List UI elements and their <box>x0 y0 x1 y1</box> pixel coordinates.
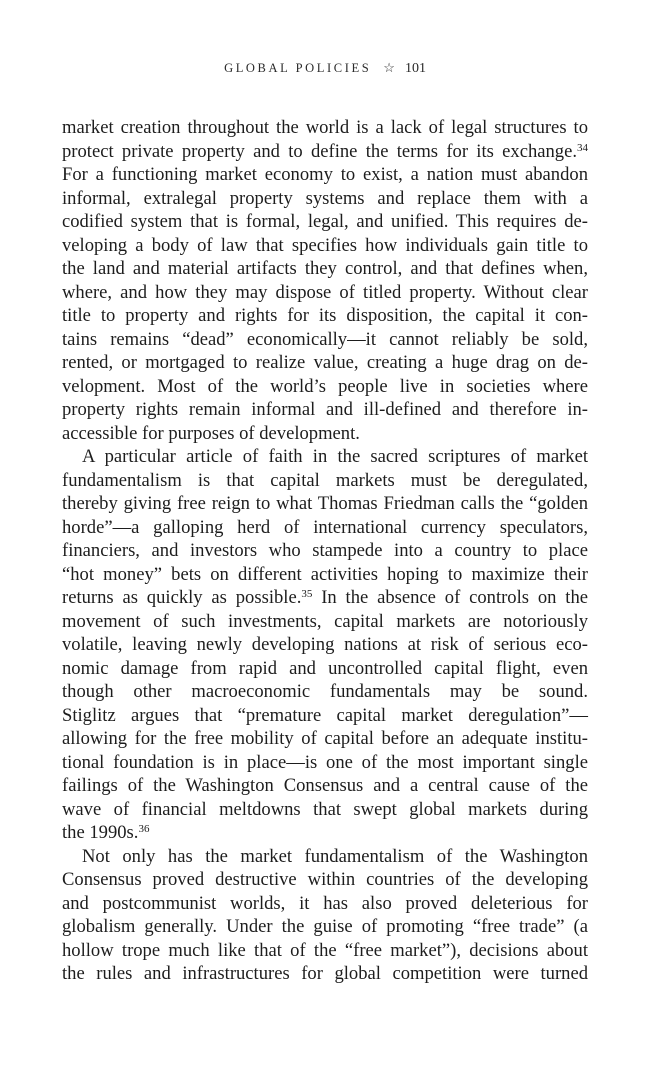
text-line <box>62 210 588 234</box>
line-text: velopment. Most of the world’s people live in societies where <box>62 375 588 397</box>
text-line <box>62 821 588 845</box>
page-number: 101 <box>404 61 426 76</box>
line-text: fundamentalism is that capital markets must be deregulated, <box>62 469 588 491</box>
text-line <box>62 680 588 704</box>
text-line <box>62 892 588 916</box>
line-text: tains remains “dead” economically—it cannot reliably be sold, <box>62 328 588 350</box>
text-line <box>62 304 588 328</box>
text-line <box>62 163 588 187</box>
line-text: tional foundation is in place—is one of the most important single <box>62 751 588 773</box>
text-line <box>62 586 588 610</box>
text-line <box>62 563 588 587</box>
line-text: movement of such investments, capital markets are notoriously <box>62 610 588 632</box>
text-line <box>62 751 588 775</box>
line-text: thereby giving free reign to what Thomas Friedman calls the “golden <box>62 493 588 514</box>
text-line <box>62 727 588 751</box>
footnote-marker[interactable]: 35 <box>301 587 313 600</box>
line-text: property rights remain informal and ill-defined and therefore in- <box>62 399 588 420</box>
text-line <box>62 351 588 375</box>
text-line <box>62 281 588 305</box>
line-text: Stiglitz argues that “premature capital market deregulation”— <box>62 704 588 726</box>
text-line <box>62 234 588 258</box>
line-text: title to property and rights for its disposition, the capital it con- <box>62 305 588 326</box>
text-line <box>62 845 588 869</box>
line-text: codified system that is formal, legal, and unified. This requires de- <box>62 211 588 232</box>
text-line <box>62 657 588 681</box>
text-line <box>62 539 588 563</box>
text-line <box>62 398 588 422</box>
line-text-continued: In the absence of controls on the <box>312 587 588 608</box>
text-line <box>62 492 588 516</box>
text-line <box>62 915 588 939</box>
text-line <box>62 445 588 469</box>
text-line <box>62 774 588 798</box>
line-text: protect private property and to define the terms for its exchange. <box>62 140 577 162</box>
text-line <box>62 187 588 211</box>
line-text: rented, or mortgaged to realize value, creating a huge drag on de- <box>62 352 588 373</box>
text-line <box>62 798 588 822</box>
line-text: globalism generally. Under the guise of promoting “free trade” (a <box>62 916 588 937</box>
star-ornament-icon: ☆ <box>383 60 395 75</box>
line-text: For a functioning market economy to exist, a nation must abandon <box>62 164 588 185</box>
line-text: allowing for the free mobility of capital before an adequate institu- <box>62 728 588 749</box>
running-head-title: GLOBAL POLICIES <box>224 61 372 75</box>
paragraph <box>62 845 588 986</box>
text-line <box>62 375 588 399</box>
text-line <box>62 610 588 634</box>
line-text: market creation throughout the world is a lack of legal structures to <box>62 117 588 138</box>
line-text: nomic damage from rapid and uncontrolled capital flight, even <box>62 657 588 679</box>
line-text: failings of the Washington Consensus and a central cause of the <box>62 775 588 796</box>
text-line <box>62 633 588 657</box>
line-text: accessible for purposes of development. <box>62 422 360 444</box>
line-text: “hot money” bets on different activities hoping to maximize their <box>62 563 588 585</box>
paragraph <box>62 445 588 845</box>
text-line <box>62 704 588 728</box>
running-head <box>0 60 650 77</box>
line-text: the land and material artifacts they control, and that defines when, <box>62 258 588 279</box>
text-line <box>62 868 588 892</box>
line-text: and postcommunist worlds, it has also proved deleterious for <box>62 892 588 914</box>
text-line <box>62 328 588 352</box>
line-text: hollow trope much like that of the “free market”), decisions about <box>62 939 588 961</box>
line-text: veloping a body of law that specifies how individuals gain title to <box>62 234 588 256</box>
line-text: Not only has the market fundamentalism of the Washington <box>82 845 588 867</box>
text-line <box>62 516 588 540</box>
line-text: informal, extralegal property systems and replace them with a <box>62 187 588 209</box>
line-text: though other macroeconomic fundamentals may be sound. <box>62 681 588 702</box>
text-line <box>62 422 588 446</box>
text-line <box>62 140 588 164</box>
text-line <box>62 939 588 963</box>
line-text: Consensus proved destructive within countries of the developing <box>62 869 588 890</box>
footnote-marker[interactable]: 34 <box>577 141 588 154</box>
text-line <box>62 257 588 281</box>
line-text: the 1990s. <box>62 822 139 843</box>
text-line <box>62 116 588 140</box>
line-text: the rules and infrastructures for global competition were turned <box>62 963 588 984</box>
line-text: where, and how they may dispose of titled property. Without clear <box>62 281 588 303</box>
body-text <box>62 116 588 986</box>
text-line <box>62 962 588 986</box>
paragraph <box>62 116 588 445</box>
line-text: financiers, and investors who stampede into a country to place <box>62 540 588 561</box>
line-text: wave of financial meltdowns that swept global markets during <box>62 798 588 820</box>
line-text: horde”—a galloping herd of international currency speculators, <box>62 516 588 538</box>
line-text: returns as quickly as possible. <box>62 587 302 608</box>
text-line <box>62 469 588 493</box>
line-text: volatile, leaving newly developing nations at risk of serious eco- <box>62 634 588 655</box>
line-text: A particular article of faith in the sacred scriptures of market <box>82 446 588 467</box>
footnote-marker[interactable]: 36 <box>138 822 150 835</box>
